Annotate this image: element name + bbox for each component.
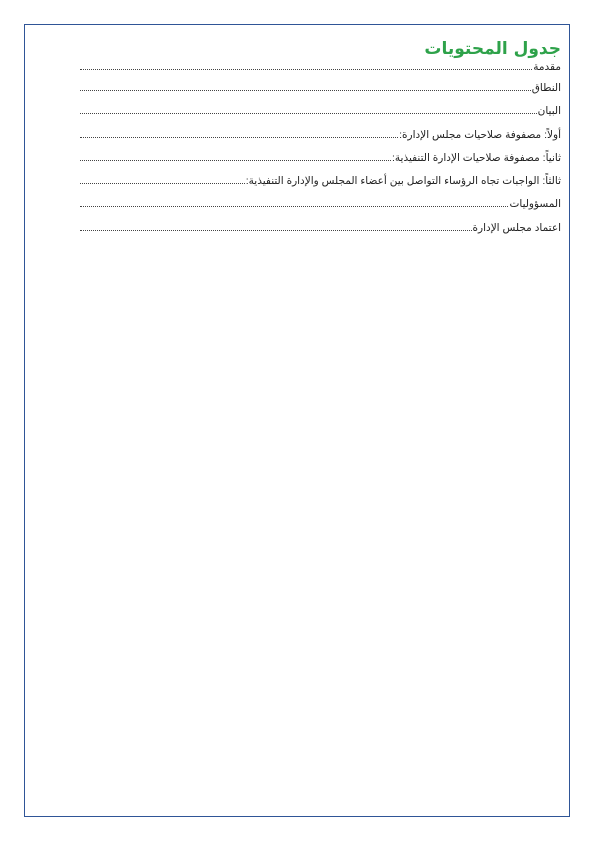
toc-entry-introduction[interactable]	[80, 61, 561, 82]
toc-entry-board-authority-matrix[interactable]	[80, 129, 561, 152]
toc-entry-label: اعتماد مجلس الإدارة	[472, 221, 561, 234]
toc-entry-label: ثانياً: مصفوفة صلاحيات الإدارة التنفيذية:	[391, 151, 561, 164]
toc-entry-statement[interactable]	[80, 105, 561, 128]
dot-leader	[80, 137, 398, 138]
table-of-contents	[80, 38, 561, 245]
dot-leader	[80, 69, 532, 70]
toc-entry-scope[interactable]	[80, 82, 561, 105]
toc-entry-label: أولاً: مصفوفة صلاحيات مجلس الإدارة:	[399, 128, 561, 141]
toc-entry-duties-communication[interactable]	[80, 175, 561, 198]
toc-entry-label: المسؤوليات	[509, 198, 561, 211]
dot-leader	[80, 90, 531, 91]
toc-entry-board-approval[interactable]	[80, 222, 561, 245]
dot-leader	[80, 160, 391, 161]
dot-leader	[80, 113, 537, 114]
toc-entry-responsibilities[interactable]	[80, 198, 561, 221]
toc-entry-executive-authority-matrix[interactable]	[80, 152, 561, 175]
dot-leader	[80, 230, 472, 231]
toc-entry-label: النطاق	[531, 82, 561, 94]
toc-entry-label: البيان	[537, 105, 561, 118]
toc-entry-label: مقدمة	[533, 61, 561, 73]
dot-leader	[80, 183, 245, 184]
dot-leader	[80, 206, 508, 207]
toc-title: جدول المحتويات	[424, 39, 561, 59]
toc-list	[80, 61, 561, 245]
toc-entry-label: ثالثاً: الواجبات تجاه الرؤساء التواصل بين أعضاء المجلس والإدارة التنفيذية:	[245, 175, 561, 188]
